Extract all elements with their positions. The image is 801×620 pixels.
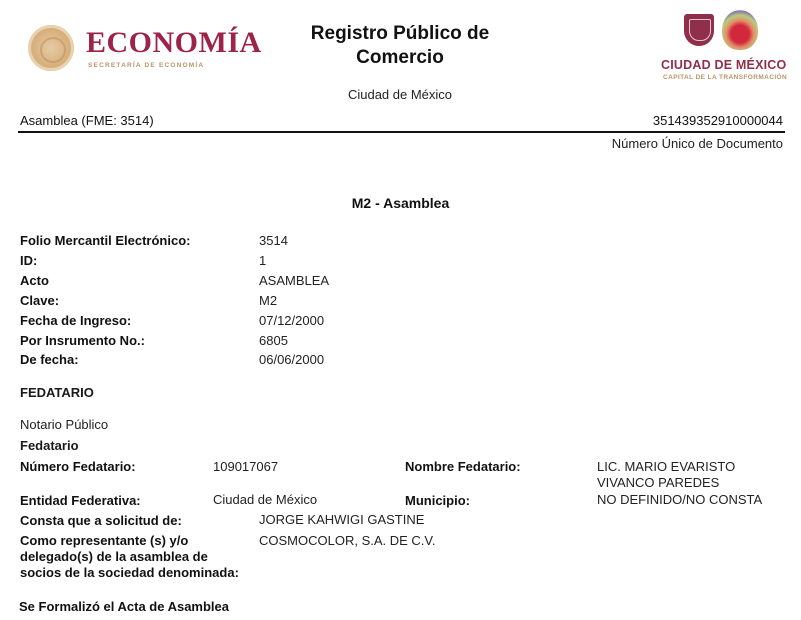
footer-statement: Se Formalizó el Acta de Asamblea	[19, 599, 229, 614]
detail-label: Clave:	[20, 293, 60, 308]
detail-value: 06/06/2000	[259, 352, 325, 367]
representante-label	[20, 533, 239, 581]
detail-label: Acto	[20, 273, 49, 288]
entidad-federativa-label: Entidad Federativa:	[20, 493, 141, 508]
detail-value: 6805	[259, 333, 288, 348]
document-city: Ciudad de México	[347, 87, 453, 102]
heart-flower-icon	[722, 10, 758, 50]
nombre-fedatario-line2: VIVANCO PAREDES	[597, 475, 720, 490]
detail-value: 07/12/2000	[259, 313, 325, 328]
detail-label: ID:	[20, 253, 38, 268]
solicitud-value: JORGE KAHWIGI GASTINE	[259, 512, 425, 527]
detail-value: M2	[259, 293, 278, 308]
cdmx-logo-subtitle: CAPITAL DE LA TRANSFORMACIÓN	[663, 74, 788, 81]
fedatario-section-title: FEDATARIO	[20, 385, 94, 400]
entidad-federativa-value: Ciudad de México	[213, 492, 318, 507]
section-title: M2 - Asamblea	[351, 195, 450, 211]
fedatario-type: Notario Público	[20, 417, 109, 432]
detail-label: Fecha de Ingreso:	[20, 313, 132, 328]
nombre-fedatario-label: Nombre Fedatario:	[405, 459, 521, 474]
fme-reference: Asamblea (FME: 3514)	[20, 113, 154, 128]
economia-logo-subtitle: SECRETARÍA DE ECONOMÍA	[88, 62, 205, 69]
document-title	[270, 22, 530, 70]
representante-label-line2: delegado(s) de la asamblea de	[20, 549, 208, 564]
fedatario-subheading: Fedatario	[20, 438, 79, 453]
document-number-label: Número Único de Documento	[611, 136, 783, 151]
numero-fedatario-value: 109017067	[213, 459, 279, 474]
seal-detail	[40, 37, 66, 63]
detail-label: De fecha:	[20, 352, 79, 367]
header-divider	[18, 131, 785, 133]
nombre-fedatario-value	[597, 459, 735, 491]
economia-logo-title: ECONOMÍA	[86, 26, 262, 59]
document-title-line1: Registro Público de	[310, 23, 490, 44]
cdmx-logo-title: CIUDAD DE MÉXICO	[661, 58, 787, 72]
nombre-fedatario-line1: LIC. MARIO EVARISTO	[597, 459, 736, 474]
detail-value: 1	[259, 253, 267, 268]
municipio-label: Municipio:	[405, 493, 470, 508]
numero-fedatario-label: Número Fedatario:	[20, 459, 136, 474]
detail-label: Folio Mercantil Electrónico:	[20, 233, 191, 248]
representante-label-line3: socios de la sociedad denominada:	[20, 565, 239, 580]
detail-label: Por Insrumento No.:	[20, 333, 145, 348]
detail-value: ASAMBLEA	[259, 273, 330, 288]
municipio-value: NO DEFINIDO/NO CONSTA	[597, 492, 763, 507]
solicitud-label: Consta que a solicitud de:	[20, 513, 182, 528]
cdmx-shield-icon	[684, 14, 714, 46]
detail-value: 3514	[259, 233, 288, 248]
document-title-line2: Comercio	[356, 47, 444, 68]
representante-label-line1: Como representante (s) y/o	[20, 533, 189, 548]
document-number: 351439352910000044	[652, 113, 783, 128]
representante-value: COSMOCOLOR, S.A. DE C.V.	[259, 533, 436, 548]
